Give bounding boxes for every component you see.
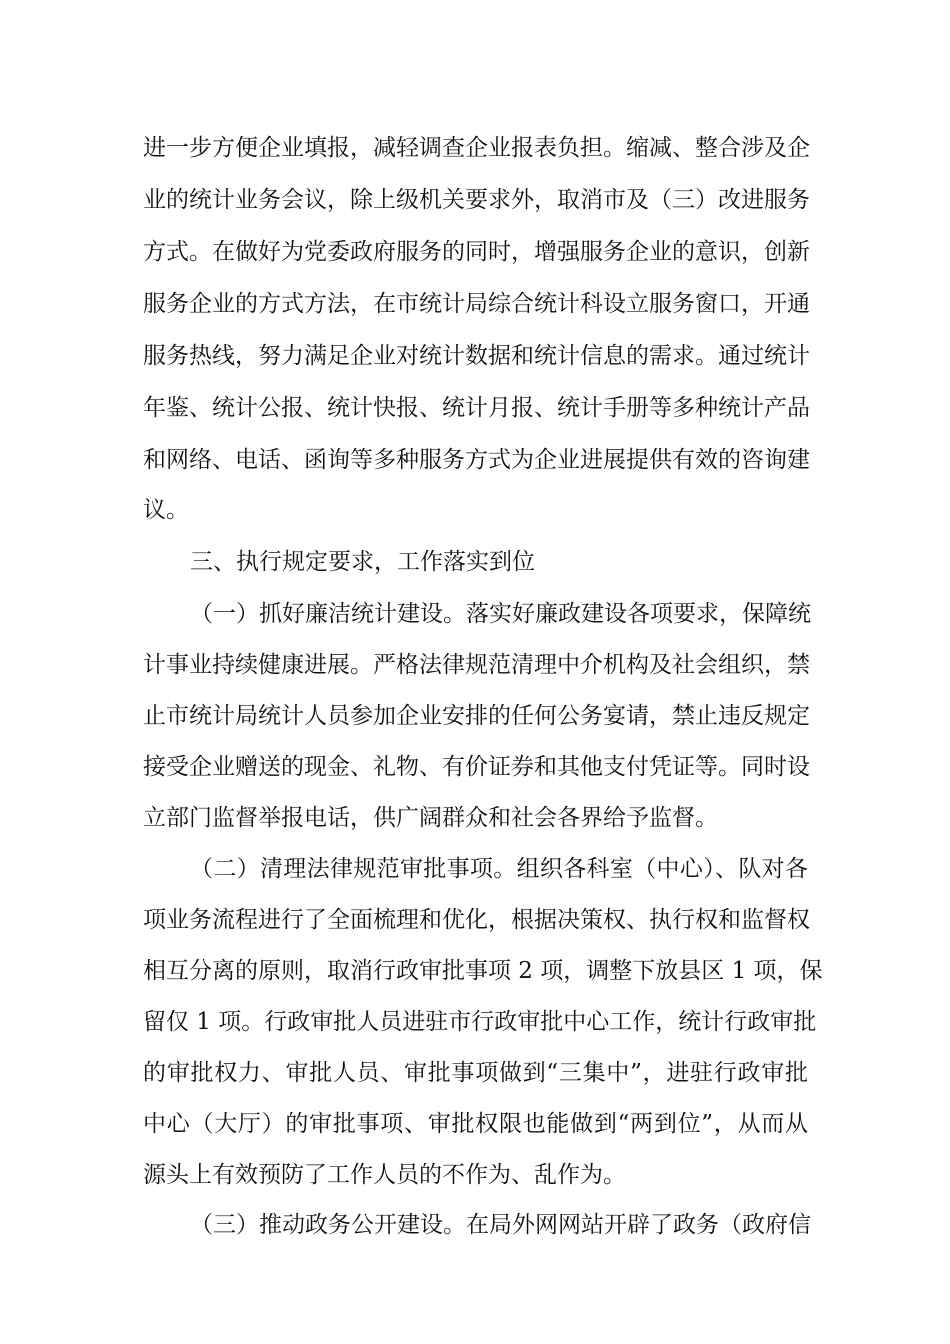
body-text-line: 中心（大厅）的审批事项、审批权限也能做到“两到位”，从而从 <box>143 1111 808 1137</box>
body-text-line: 相互分离的原则，取消行政审批事项 2 项，调整下放县区 1 项，保 <box>143 958 823 984</box>
body-text-line: 进一步方便企业填报，减轻调查企业报表负担。缩减、整合涉及企 <box>143 135 810 161</box>
body-text-line: 止市统计局统计人员参加企业安排的任何公务宴请，禁止违反规定 <box>143 703 810 729</box>
paragraph-first-line: （一）抓好廉洁统计建设。落实好廉政建设各项要求，保障统 <box>190 601 811 627</box>
paragraph-first-line: （二）清理法律规范审批事项。组织各科室（中心）、队对各 <box>190 856 808 882</box>
body-text-line: 计事业持续健康进展。严格法律规范清理中介机构及社会组织，禁 <box>143 652 810 678</box>
body-text-line: 留仅 1 项。行政审批人员进驻市行政审批中心工作，统计行政审批 <box>143 1009 817 1035</box>
body-text-line: 接受企业赠送的现金、礼物、有价证券和其他支付凭证等。同时设 <box>143 754 810 780</box>
body-text-line: 服务热线，努力满足企业对统计数据和统计信息的需求。通过统计 <box>143 343 810 369</box>
body-text-line: 和网络、电话、函询等多种服务方式为企业进展提供有效的咨询建 <box>143 447 810 473</box>
section-heading: 三、执行规定要求，工作落实到位 <box>190 549 535 575</box>
body-text-line: 源头上有效预防了工作人员的不作为、乱作为。 <box>143 1162 626 1188</box>
body-text-line: 项业务流程进行了全面梳理和优化，根据决策权、执行权和监督权 <box>143 907 810 933</box>
body-text-line: 业的统计业务会议，除上级机关要求外，取消市及（三）改进服务 <box>143 187 810 213</box>
paragraph-first-line: （三）推动政务公开建设。在局外网网站开辟了政务（政府信 <box>190 1212 811 1238</box>
body-text-line: 立部门监督举报电话，供广阔群众和社会各界给予监督。 <box>143 805 718 831</box>
body-text-line: 的审批权力、审批人员、审批事项做到“三集中”，进驻行政审批 <box>143 1060 808 1086</box>
body-text-line: 议。 <box>143 497 189 523</box>
body-text-line: 方式。在做好为党委政府服务的同时，增强服务企业的意识，创新 <box>143 239 810 265</box>
body-text-line: 服务企业的方式方法，在市统计局综合统计科设立服务窗口，开通 <box>143 291 810 317</box>
body-text-line: 年鉴、统计公报、统计快报、统计月报、统计手册等多种统计产品 <box>143 395 810 421</box>
